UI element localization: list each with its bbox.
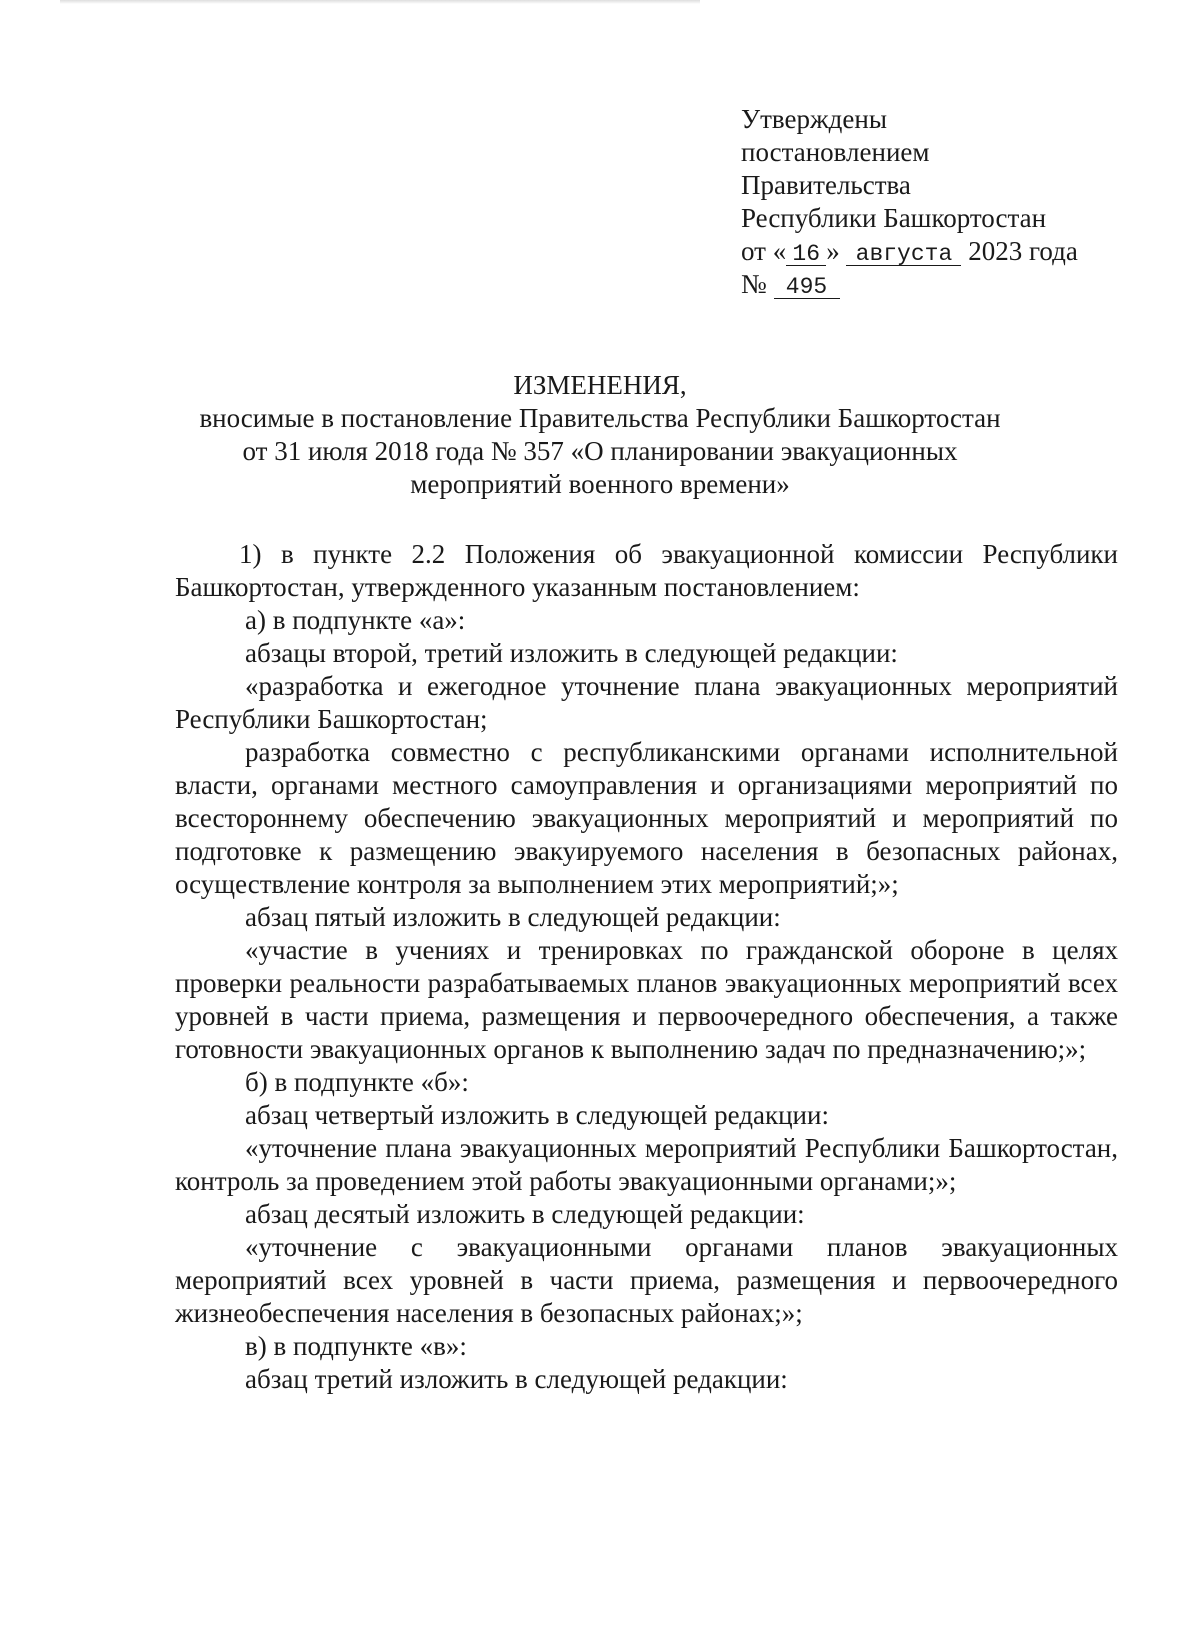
paragraph: «уточнение с эвакуационными органами планов эвакуационных мероприятий всех уровней в части приема, размещения и первоочередного жизнеобеспечения населения в безопасных районах;»; (175, 1232, 1118, 1328)
paragraph: а) в подпункте «а»: (245, 605, 466, 635)
approval-line: постановлением (741, 137, 930, 167)
paragraph: в) в подпункте «в»: (245, 1331, 467, 1361)
heading-line: мероприятий военного времени» (410, 469, 790, 499)
paragraph: 1) в пункте 2.2 Положения об эвакуационной комиссии Республики Башкортостан, утвержденного указанным постановлением: (175, 539, 1118, 602)
heading-line: от 31 июля 2018 года № 357 «О планировании эвакуационных (242, 436, 958, 466)
paragraph: «уточнение плана эвакуационных мероприятий Республики Башкортостан, контроль за проведением этой работы эвакуационными органами;»; (175, 1133, 1118, 1196)
approval-date-line (741, 235, 1078, 268)
paragraph: б) в подпункте «б»: (245, 1067, 469, 1097)
date-month: августа (846, 243, 961, 266)
paragraph: «участие в учениях и тренировках по гражданской обороне в целях проверки реальности разрабатываемых планов эвакуационных мероприятий всех уровней в части приема, размещения и первоочередного обеспечения, а также готовности эвакуационных органов к выполнению задач по предназначению;»; (175, 935, 1118, 1064)
approval-stamp-block (741, 103, 1078, 301)
paragraph: разработка совместно с республиканскими органами исполнительной власти, органами местного самоуправления и организациями мероприятий по всестороннему обеспечению эвакуационных мероприятий и мероприятий по подготовке к размещению эвакуируемого населения в безопасных районах, осуществление контроля за выполнением этих мероприятий;»; (175, 737, 1118, 899)
heading-title: ИЗМЕНЕНИЯ, (513, 370, 687, 400)
approval-line: Республики Башкортостан (741, 203, 1047, 233)
date-day: 16 (786, 243, 826, 266)
paragraph: абзац десятый изложить в следующей редакции: (245, 1199, 805, 1229)
number-prefix: № (741, 269, 767, 299)
document-number: 495 (774, 276, 840, 299)
date-prefix: от « (741, 236, 787, 266)
approval-line: Правительства (741, 170, 911, 200)
scan-edge-shadow (60, 0, 700, 4)
document-heading (150, 369, 1050, 501)
paragraph: абзацы второй, третий изложить в следующей редакции: (245, 638, 898, 668)
document-body (175, 538, 1118, 1396)
heading-line: вносимые в постановление Правительства Республики Башкортостан (199, 403, 1001, 433)
approval-line: Утверждены (741, 104, 887, 134)
date-year: 2023 года (968, 236, 1078, 266)
approval-number-line (741, 268, 1078, 301)
paragraph: абзац четвертый изложить в следующей редакции: (245, 1100, 829, 1130)
paragraph: абзац пятый изложить в следующей редакции: (245, 902, 781, 932)
date-mid: » (826, 236, 840, 266)
paragraph: абзац третий изложить в следующей редакции: (245, 1364, 788, 1394)
paragraph: «разработка и ежегодное уточнение плана эвакуационных мероприятий Республики Башкортостан; (175, 671, 1118, 734)
